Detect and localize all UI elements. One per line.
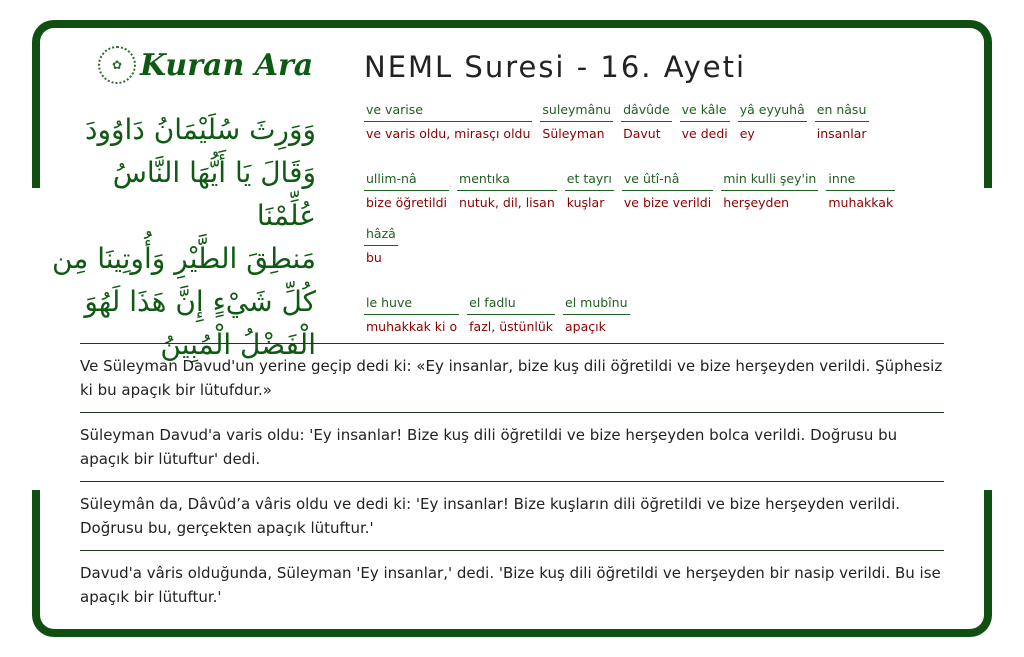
- page-title: NEML Suresi - 16. Ayeti: [364, 50, 747, 84]
- word-item[interactable]: [364, 224, 398, 265]
- word-item[interactable]: [622, 169, 713, 210]
- translation-item: Süleyman Davud'a varis oldu: 'Ey insanlar! Bize kuş dili öğretildi ve bize herşeyden bolca verildi. Doğrusu bu apaçık bir lütuftur' dedi.: [80, 412, 944, 481]
- word-transliteration: ve kâle: [680, 100, 730, 122]
- word-meaning: ve bize verildi: [623, 195, 712, 210]
- word-meaning: fazl, üstünlük: [469, 319, 554, 334]
- word-meaning: apaçık: [565, 319, 606, 334]
- logo[interactable]: [98, 46, 313, 84]
- word-item[interactable]: [721, 169, 818, 210]
- word-item[interactable]: [565, 169, 614, 210]
- word-transliteration: min kulli şey'in: [721, 169, 818, 191]
- arabic-line: وَقَالَ يَا أَيُّهَا النَّاسُ عُلِّمْنَا: [112, 156, 316, 232]
- translation-item: Süleymân da, Dâvûd’a vâris oldu ve dedi ki: 'Ey insanlar! Bize kuşların dili öğretildi ve bize herşeyden verildi. Doğrusu bu, gerçekten apaçık lütuftur.': [80, 481, 944, 550]
- word-meaning: insanlar: [816, 126, 867, 141]
- word-transliteration: ullim-nâ: [364, 169, 449, 191]
- word-item[interactable]: [621, 100, 672, 141]
- word-item[interactable]: [364, 100, 532, 141]
- word-meaning: bu: [366, 250, 382, 265]
- word-transliteration: suleymânu: [540, 100, 613, 122]
- word-item[interactable]: [826, 169, 895, 210]
- translation-item: Ve Süleyman Davud'un yerine geçip dedi ki: «Ey insanlar, bize kuş dili öğretildi ve bize herşeyden verildi. Şüphesiz ki bu apaçık bir lütufdur.»: [80, 343, 944, 412]
- word-transliteration: ve varise: [364, 100, 532, 122]
- word-transliteration: inne: [826, 169, 895, 191]
- word-item[interactable]: [738, 100, 807, 141]
- word-transliteration: mentıka: [457, 169, 557, 191]
- word-meaning: kuşlar: [566, 195, 605, 210]
- word-meaning: herşeyden: [723, 195, 790, 210]
- word-item[interactable]: [364, 169, 449, 210]
- arabic-line: مَنطِقَ الطَّيْرِ وَأُوتِينَا مِن: [51, 242, 316, 275]
- quran-emblem-icon: ✿: [98, 46, 136, 84]
- word-item[interactable]: [680, 100, 730, 141]
- word-meaning: Davut: [623, 126, 661, 141]
- word-transliteration: le huve: [364, 293, 459, 315]
- arabic-line: وَوَرِثَ سُلَيْمَانُ دَاوُودَ: [85, 113, 316, 146]
- word-transliteration: dâvûde: [621, 100, 672, 122]
- arabic-line: كُلِّ شَيْءٍ إِنَّ هَذَا لَهُوَ: [84, 285, 316, 318]
- word-meaning: ey: [739, 126, 755, 141]
- word-meaning: Süleyman: [542, 126, 605, 141]
- word-item[interactable]: [467, 293, 555, 334]
- word-meaning: ve varis oldu, mirasçı oldu: [366, 126, 531, 141]
- word-transliteration: ve ûtî-nâ: [622, 169, 713, 191]
- arabic-verse: [50, 108, 316, 366]
- word-transliteration: hâzâ: [364, 224, 398, 246]
- word-transliteration: el fadlu: [467, 293, 555, 315]
- word-transliteration: et tayrı: [565, 169, 614, 191]
- word-meaning: muhakkak ki o: [366, 319, 458, 334]
- word-transliteration: en nâsu: [815, 100, 869, 122]
- word-item[interactable]: [563, 293, 630, 334]
- word-meaning: nutuk, dil, lisan: [459, 195, 555, 210]
- word-meaning: bize öğretildi: [366, 195, 448, 210]
- word-transliteration: el mubînu: [563, 293, 630, 315]
- word-meaning: muhakkak: [828, 195, 894, 210]
- word-item[interactable]: [815, 100, 869, 141]
- word-item[interactable]: [540, 100, 613, 141]
- word-meaning: ve dedi: [681, 126, 728, 141]
- word-item[interactable]: [457, 169, 557, 210]
- word-transliteration: yâ eyyuhâ: [738, 100, 807, 122]
- arabic-line: الْفَضْلُ الْمُبِينُ: [160, 328, 316, 361]
- translation-item: Davud'a vâris olduğunda, Süleyman 'Ey insanlar,' dedi. 'Bize kuş dili öğretildi ve herşeyden bir nasip verildi. Bu ise apaçık bir lütuftur.': [80, 550, 944, 619]
- logo-text: Kuran Ara: [140, 47, 314, 83]
- word-by-word-grid: [364, 100, 944, 334]
- translations-list: [80, 343, 944, 619]
- word-item[interactable]: [364, 293, 459, 334]
